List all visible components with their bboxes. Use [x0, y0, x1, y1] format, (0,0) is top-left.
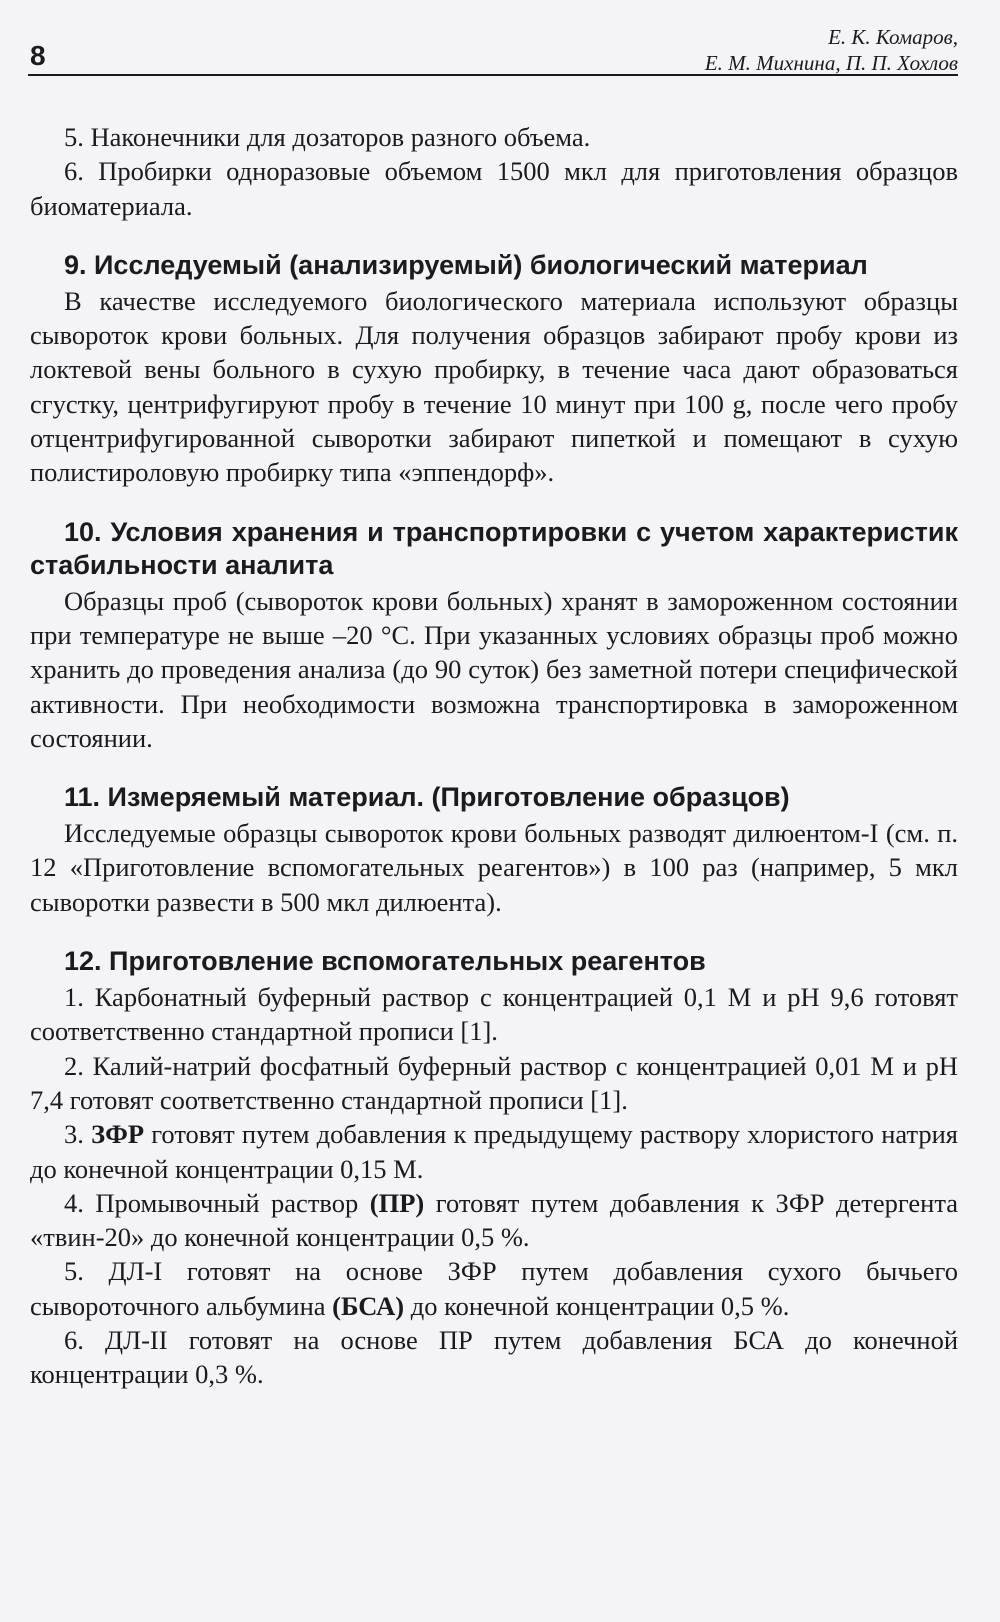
section-heading-9: 9. Исследуемый (анализируемый) биологический материал	[64, 249, 868, 280]
section-heading-10: 10. Условия хранения и транспортировки с учетом характеристик стабильности аналита	[30, 516, 958, 580]
header-rule	[28, 74, 958, 76]
item-prefix: 5. ДЛ-I готовят на основе ЗФР путем добавления сухого бычьего сывороточного альбумина	[30, 1256, 958, 1321]
item-prefix: 3.	[64, 1119, 92, 1150]
reagent-item-6: 6. ДЛ-II готовят на основе ПР путем добавления БСА до конечной концентрации 0,3 %.	[30, 1325, 958, 1390]
section-11-paragraph: Исследуемые образцы сывороток крови больных разводят дилюентом-I (см. п. 12 «Приготовление вспомогательных реагентов») в 100 раз (например, 5 мкл сыворотки развести в 500 мкл дилюента).	[30, 818, 958, 917]
reagent-item-5	[30, 1254, 958, 1323]
item-prefix: 4. Промывочный раствор	[64, 1187, 370, 1218]
reagent-item-1: 1. Карбонатный буферный раствор с концентрацией 0,1 М и рН 9,6 готовят соответственно стандартной прописи [1].	[30, 982, 958, 1047]
abbreviation-zfr: ЗФР	[91, 1119, 145, 1150]
page-body	[30, 120, 958, 1392]
list-item: 6. Пробирки одноразовые объемом 1500 мкл для приготовления образцов биоматериала.	[30, 156, 958, 221]
reagent-item-4	[30, 1186, 958, 1255]
page-number: 8	[30, 40, 46, 71]
abbreviation-pr: (ПР)	[369, 1187, 425, 1218]
authors-line-1: Е. К. Комаров,	[828, 25, 958, 49]
reagent-item-3	[30, 1117, 958, 1186]
item-text: готовят путем добавления к предыдущему раствору хлористого натрия до конечной концентрации 0,15 М.	[30, 1119, 959, 1184]
section-heading-12: 12. Приготовление вспомогательных реагентов	[64, 946, 706, 977]
section-10-paragraph: Образцы проб (сывороток крови больных) хранят в замороженном состоянии при температуре не выше –20 °С. При указанных условиях образцы проб можно хранить до проведения анализа (до 90 суток) без заметной потери специфической активности. При необходимости возможна транспортировка в замороженном состоянии.	[30, 585, 958, 753]
item-text: до конечной концентрации 0,5 %.	[404, 1290, 790, 1321]
abbreviation-bsa: (БСА)	[332, 1290, 405, 1321]
authors-line-2: Е. М. Михнина, П. П. Хохлов	[704, 51, 958, 75]
section-9-paragraph: В качестве исследуемого биологического материала используют образцы сывороток крови больных. Для получения образцов забирают пробу крови из локтевой вены больного в сухую пробирку, в течение часа дают образоваться сгустку, центрифугируют пробу в течение 10 минут при 100 g, после чего пробу отцентрифугированной сыворотки забирают пипеткой и помещают в сухую полистироловую пробирку типа «эппендорф».	[30, 285, 958, 488]
item-text: готовят путем добавления к ЗФР детергента «твин-20» до конечной концентрации 0,5 %.	[30, 1187, 958, 1253]
list-item: 5. Наконечники для дозаторов разного объема.	[64, 122, 591, 152]
section-heading-11: 11. Измеряемый материал. (Приготовление образцов)	[64, 782, 790, 813]
running-head-authors	[705, 24, 958, 76]
reagent-item-2: 2. Калий-натрий фосфатный буферный раствор с концентрацией 0,01 М и рН 7,4 готовят соответственно стандартной прописи [1].	[30, 1050, 958, 1115]
